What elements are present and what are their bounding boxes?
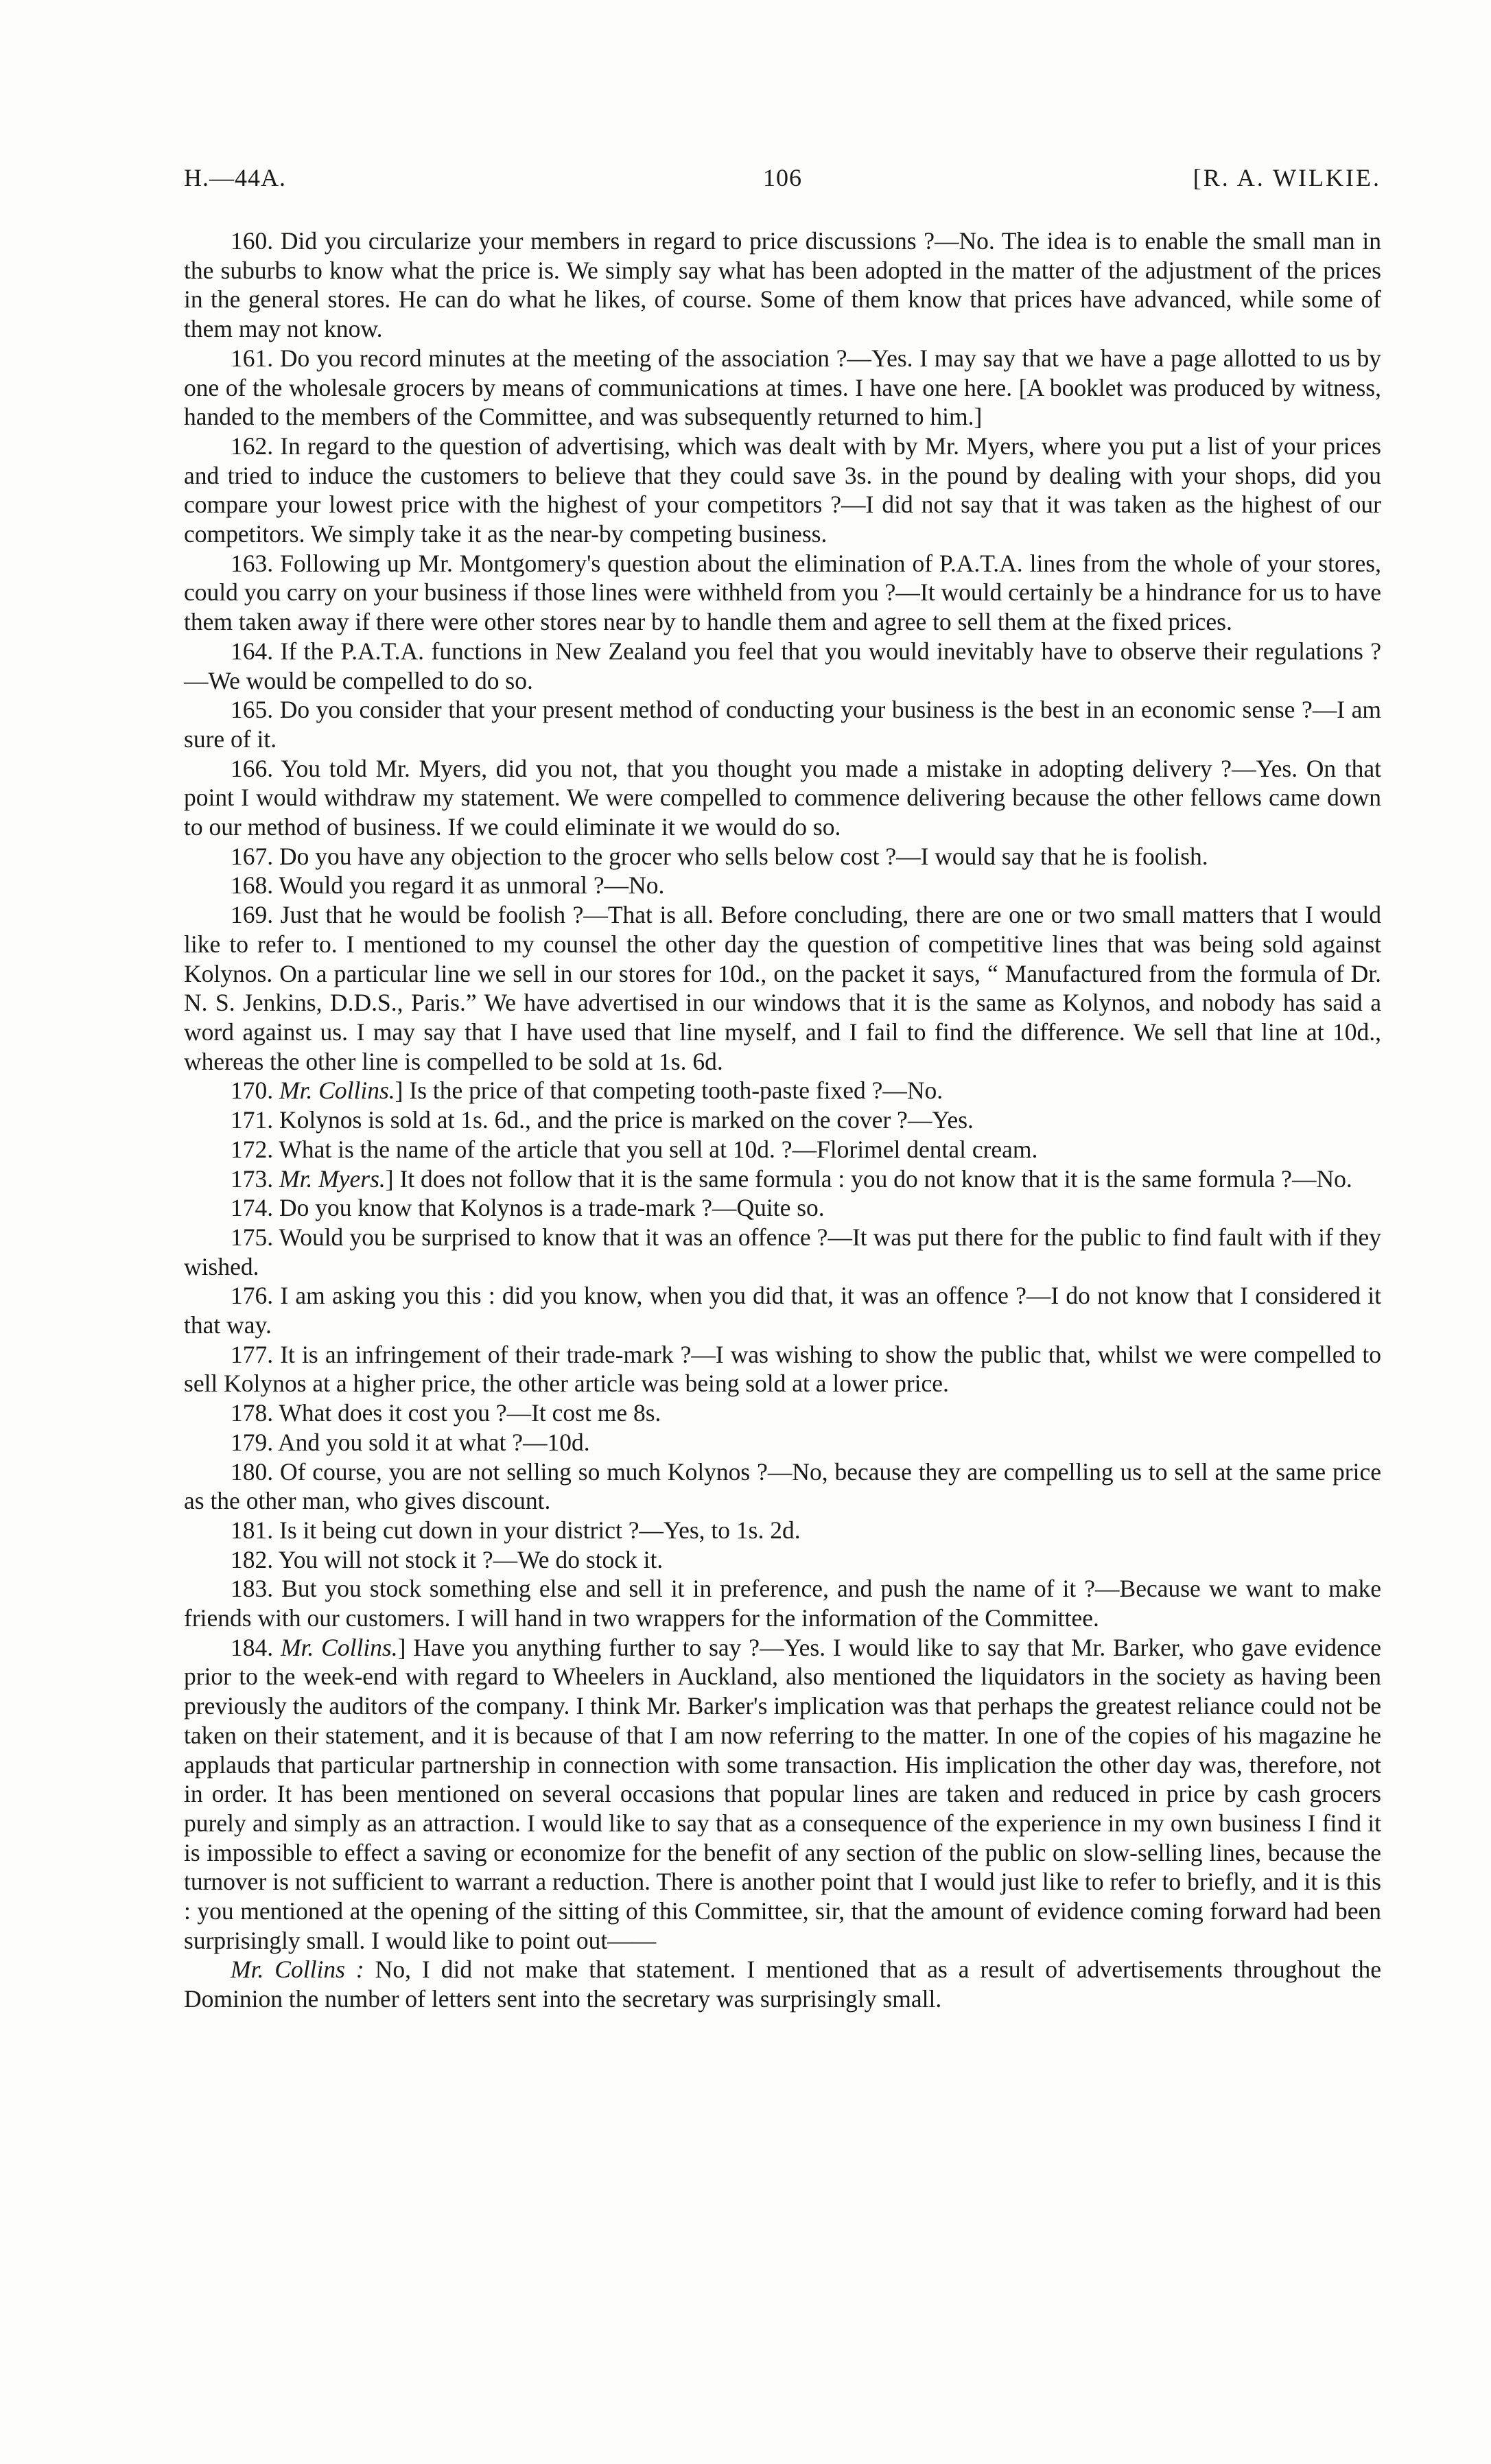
paragraph-text: 160. Did you circularize your members in regard to price discussions ?—No. The idea is to enable the small man in the suburbs to know what the price is. We simply say what has been adopted in the matter of the adjustment of the prices in the general stores. He can do what he likes, of course. Some of them know that prices have advanced, while some of them may not know.: [184, 227, 1381, 343]
paragraph-text: 169. Just that he would be foolish ?—That is all. Before concluding, there are one or two small matters that I would like to refer to. I mentioned to my counsel the other day the question of competitive lines that was being sold against Kolynos. On a particular line we sell in our stores for 10d., on the packet it says, “ Manufactured from the formula of Dr. N. S. Jenkins, D.D.S., Paris.” We have advertised in our windows that it is the same as Kolynos, and nobody has said a word against us. I may say that I have used that line myself, and I fail to find the difference. We sell that line at 10d., whereas the other line is compelled to be sold at 1s. 6d.: [184, 901, 1381, 1075]
speaker-label: Mr. Collins.: [279, 1077, 395, 1105]
paragraph-text: 174. Do you know that Kolynos is a trade-mark ?—Quite so.: [231, 1194, 825, 1222]
evidence-paragraph-p175: [184, 1223, 1381, 1281]
evidence-paragraph-p167: [184, 842, 1381, 871]
paragraph-text: ] It does not follow that it is the same formula : you do not know that it is the same formula ?—No.: [385, 1164, 1352, 1193]
paragraph-text: ] Is the price of that competing tooth-paste fixed ?—No.: [395, 1077, 943, 1105]
evidence-paragraph-p183: [184, 1574, 1381, 1632]
evidence-paragraph-p163: [184, 549, 1381, 637]
running-header: [184, 163, 1381, 204]
evidence-paragraph-p165: [184, 695, 1381, 753]
paragraph-text: No, I did not make that statement. I mentioned that as a result of advertisements throughout the Dominion the number of letters sent into the secretary was surprisingly small.: [184, 1956, 1382, 2013]
evidence-paragraph-pfinal: [184, 1955, 1381, 2013]
paragraph-text: 163. Following up Mr. Montgomery's question about the elimination of P.A.T.A. lines from the whole of your stores, could you carry on your business if those lines were withheld from you ?—It would certainly be a hindrance for us to have them taken away if there were other stores near by to handle them and agree to sell them at the fixed prices.: [184, 549, 1381, 636]
evidence-paragraph-p172: [184, 1135, 1381, 1164]
paragraph-text: 172. What is the name of the article that you sell at 10d. ?—Florimel dental cream.: [231, 1135, 1038, 1163]
paragraph-text: 181. Is it being cut down in your district ?—Yes, to 1s. 2d.: [231, 1516, 801, 1544]
evidence-paragraph-p184: [184, 1633, 1381, 1956]
paragraph-text: 178. What does it cost you ?—It cost me 8s.: [231, 1399, 661, 1427]
evidence-paragraph-p179: [184, 1428, 1381, 1457]
paragraph-text: 182. You will not stock it ?—We do stock it.: [231, 1545, 664, 1573]
evidence-paragraph-p177: [184, 1340, 1381, 1398]
paragraph-text: 183. But you stock something else and sell it in preference, and push the name of it ?—Because we want to make friends with our customers. I will hand in two wrappers for the information of the Committee.: [184, 1575, 1381, 1632]
paragraph-text: 184.: [231, 1633, 281, 1661]
evidence-paragraph-p171: [184, 1105, 1381, 1135]
paragraph-text: 162. In regard to the question of advertising, which was dealt with by Mr. Myers, where you put a list of your prices and tried to induce the customers to believe that they could save 3s. in the pound by dealing with your shops, did you compare your lowest price with the highest of your competitors ?—I did not say that it was taken as the highest of our competitors. We simply take it as the near-by competing business.: [184, 432, 1381, 548]
evidence-paragraph-p182: [184, 1545, 1381, 1575]
evidence-paragraph-p173: [184, 1164, 1381, 1194]
paragraph-text: 176. I am asking you this : did you know, when you did that, it was an offence ?—I do not know that I considered it that way.: [184, 1282, 1381, 1339]
speaker-label: Mr. Collins :: [231, 1956, 364, 1984]
paragraph-text: 165. Do you consider that your present method of conducting your business is the best in an economic sense ?—I am sure of it.: [184, 696, 1381, 753]
paragraph-text: 164. If the P.A.T.A. functions in New Zealand you feel that you would inevitably have to observe their regulations ?—We would be compelled to do so.: [184, 637, 1381, 694]
evidence-paragraph-p162: [184, 432, 1381, 549]
evidence-paragraph-p176: [184, 1281, 1381, 1339]
evidence-paragraph-p169: [184, 900, 1381, 1076]
paragraph-text: 175. Would you be surprised to know that it was an offence ?—It was put there for the public to find fault with if they wished.: [184, 1223, 1381, 1280]
evidence-paragraph-p168: [184, 871, 1381, 900]
evidence-paragraph-p164: [184, 637, 1381, 695]
paragraph-text: 179. And you sold it at what ?—10d.: [231, 1428, 590, 1456]
evidence-paragraph-p170: [184, 1076, 1381, 1105]
page-number: 106: [763, 164, 802, 191]
paragraph-text: 167. Do you have any objection to the grocer who sells below cost ?—I would say that he is foolish.: [231, 842, 1208, 870]
paragraph-text: 171. Kolynos is sold at 1s. 6d., and the price is marked on the cover ?—Yes.: [231, 1106, 974, 1134]
paragraph-text: 166. You told Mr. Myers, did you not, that you thought you made a mistake in adopting delivery ?—Yes. On that point I would withdraw my statement. We were compelled to commence delivering because the other fellows came down to our method of business. If we could eliminate it we would do so.: [184, 754, 1381, 841]
paragraph-text: 180. Of course, you are not selling so much Kolynos ?—No, because they are compelling us to sell at the same price as the other man, who gives discount.: [184, 1457, 1381, 1515]
paragraph-text: 173.: [231, 1164, 279, 1193]
evidence-paragraph-p181: [184, 1516, 1381, 1545]
paragraph-text: 168. Would you regard it as unmoral ?—No.: [231, 871, 665, 900]
speaker-label: Mr. Collins.: [280, 1633, 398, 1661]
paragraph-text: 170.: [231, 1077, 279, 1105]
evidence-paragraph-p161: [184, 344, 1381, 432]
paragraph-text: 161. Do you record minutes at the meeting of the association ?—Yes. I may say that we have a page allotted to us by one of the wholesale grocers by means of communications at times. I have one here. [A booklet was produced by witness, handed to the members of the Committee, and was subsequently returned to him.]: [184, 344, 1381, 431]
evidence-paragraph-p174: [184, 1193, 1381, 1223]
evidence-paragraph-p180: [184, 1457, 1381, 1516]
witness-name: [R. A. WILKIE.: [1193, 164, 1381, 191]
evidence-paragraph-p178: [184, 1398, 1381, 1428]
speaker-label: Mr. Myers.: [279, 1164, 386, 1193]
paragraph-text: 177. It is an infringement of their trade-mark ?—I was wishing to show the public that, whilst we were compelled to sell Kolynos at a higher price, the other article was being sold at a lower price.: [184, 1340, 1381, 1398]
evidence-body: [184, 226, 1381, 2014]
evidence-paragraph-p160: [184, 226, 1381, 344]
paragraph-text: ] Have you anything further to say ?—Yes. I would like to say that Mr. Barker, who gave evidence prior to the week-end with regard to Wheelers in Auckland, also mentioned the liquidators in the society as having been previously the auditors of the company. I think Mr. Barker's implication was that perhaps the greatest reliance could not be taken on their statement, and it is because of that I am now referring to the matter. In one of the copies of his magazine he applauds that particular partnership in connection with some transaction. His implication the other day was, therefore, not in order. It has been mentioned on several occasions that popular lines are taken and reduced in price by cash grocers purely and simply as an attraction. I would like to say that as a consequence of the experience in my own business I find it is impossible to effect a saving or economize for the benefit of any section of the public on slow-selling lines, because the turnover is not sufficient to warrant a reduction. There is another point that I would just like to refer to briefly, and it is this : you mentioned at the opening of the sitting of this Committee, sir, that the amount of evidence coming forward had been surprisingly small. I would like to point out——: [184, 1633, 1381, 1954]
evidence-paragraph-p166: [184, 754, 1381, 842]
report-reference: H.—44A.: [184, 164, 286, 191]
